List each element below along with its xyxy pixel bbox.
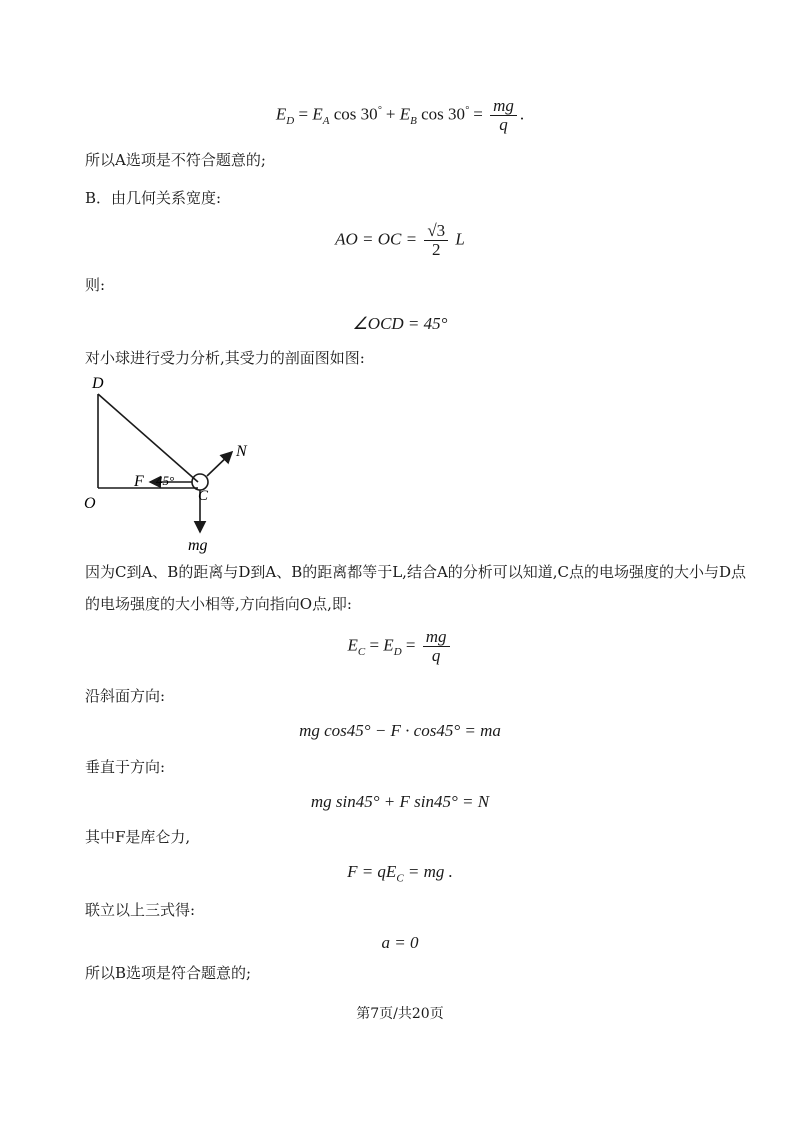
text-line: 垂直于方向: [85, 758, 166, 776]
text-line: 对小球进行受力分析,其受力的剖面图如图: [85, 349, 365, 367]
label-o: O [84, 495, 96, 512]
label-d: D [92, 375, 104, 392]
text-line: 因为C到A、B的距离与D到A、B的距离都等于L,结合A的分析可以知道,C点的电场强度的大小与D点 [85, 563, 747, 581]
equation-perp: mg sin45° + F sin45° = N [310, 792, 490, 811]
text-line: 所以A选项是不符合题意的; [85, 151, 266, 169]
text-line: 则: [85, 276, 106, 294]
page-footer: 第7页/共20页 [356, 1006, 444, 1022]
text-line: 所以B选项是符合题意的; [85, 964, 252, 982]
force-n-arrow [207, 452, 232, 476]
text-line: 联立以上三式得: [85, 901, 196, 919]
force-diagram [80, 372, 280, 557]
equation-ec: $E_C = E_D$ = $\frac{mg}{q}$ [0, 628, 800, 665]
incline [98, 394, 198, 482]
equation-a0: a = 0 [381, 933, 419, 952]
label-angle: 45° [156, 473, 175, 488]
label-f: F [134, 473, 144, 490]
text-line: B．由几何关系宽度: [85, 189, 222, 207]
text-line: 的电场强度的大小相等,方向指向O点,即: [85, 595, 352, 613]
equation-coulomb: $F = qE_C$ = mg . [347, 862, 453, 885]
label-mg: mg [188, 537, 208, 554]
label-n: N [236, 443, 247, 460]
label-c: C [198, 488, 209, 504]
text-line: 其中F是库仑力, [85, 828, 191, 846]
text-line: 沿斜面方向: [85, 687, 166, 705]
equation-ao: AO = OC = $\frac{√3}{2}$ L [335, 221, 465, 259]
equation-slope: mg cos45° − F · cos45° = ma [299, 721, 501, 740]
equation-ed: $E_D = E_A$ $\cos 30^\circ + E_B$ cos 30° = $\frac{mg}{q}$ . [275, 96, 525, 134]
equation-ocd: ∠OCD = 45° [352, 314, 448, 333]
